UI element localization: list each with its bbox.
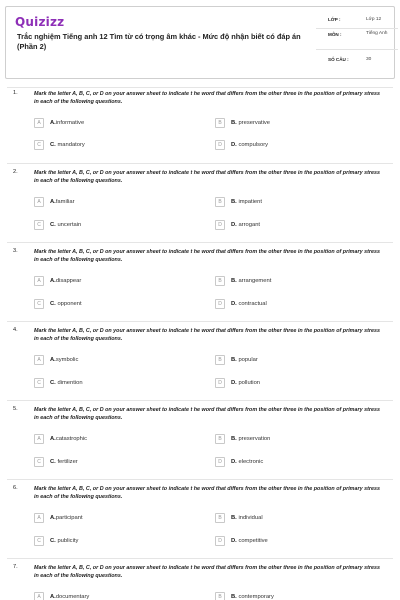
question-number: 6. bbox=[13, 485, 18, 491]
question-number: 2. bbox=[13, 169, 18, 175]
option-letter-box: B bbox=[215, 197, 225, 207]
option-text: mandatory bbox=[57, 141, 85, 148]
option-text: fertilizer bbox=[57, 458, 78, 465]
option-text: documentary bbox=[55, 593, 90, 600]
option-letter-box: D bbox=[215, 220, 225, 230]
option-letter-box: D bbox=[215, 536, 225, 546]
option-letter-box: C bbox=[34, 299, 44, 309]
option-prefix: C. bbox=[50, 300, 56, 307]
quizizz-logo: Quizizz bbox=[15, 15, 65, 29]
option-text: arrangement bbox=[238, 277, 272, 284]
option-prefix: C. bbox=[50, 379, 56, 386]
option-letter-box: A bbox=[34, 197, 44, 207]
question-count-label: SỐ CÂU : bbox=[328, 57, 349, 62]
option-prefix: B. bbox=[231, 514, 237, 521]
option-prefix: D. bbox=[231, 300, 237, 307]
option-prefix: D. bbox=[231, 141, 237, 148]
option-letter-box: A bbox=[34, 434, 44, 444]
option-text: participant bbox=[55, 514, 83, 521]
question-divider bbox=[7, 479, 393, 480]
option-prefix: D. bbox=[231, 379, 237, 386]
option-letter-box: B bbox=[215, 276, 225, 286]
option-letter-box: D bbox=[215, 140, 225, 150]
option-text: compulsory bbox=[238, 141, 269, 148]
question-number: 7. bbox=[13, 564, 18, 570]
option-text: preservative bbox=[238, 119, 271, 126]
option-prefix: B. bbox=[231, 277, 237, 284]
question-number: 1. bbox=[13, 90, 18, 96]
subject-label: MÔN : bbox=[328, 32, 342, 37]
subject-value: Tiếng Anh bbox=[366, 31, 388, 36]
question-divider bbox=[7, 400, 393, 401]
option-text: familiar bbox=[55, 198, 75, 205]
option-prefix: B. bbox=[231, 593, 237, 600]
section-divider bbox=[7, 87, 393, 88]
meta-divider bbox=[316, 49, 398, 50]
option-letter-box: B bbox=[215, 513, 225, 523]
question-text: Mark the letter A, B, C, or D on your answer sheet to indicate t he word that differs from the other three in the position of primary stress in each of the following questions. bbox=[34, 91, 380, 106]
question-text: Mark the letter A, B, C, or D on your answer sheet to indicate t he word that differs from the other three in the position of primary stress in each of the following questions. bbox=[34, 407, 380, 422]
option-letter-box: D bbox=[215, 378, 225, 388]
option-prefix: A. bbox=[50, 593, 56, 600]
option-prefix: D. bbox=[231, 537, 237, 544]
question-count-value: 30 bbox=[366, 57, 372, 62]
option-prefix: A. bbox=[50, 514, 56, 521]
option-text: preservation bbox=[238, 435, 271, 442]
question-divider bbox=[7, 242, 393, 243]
option-letter-box: A bbox=[34, 513, 44, 523]
option-prefix: C. bbox=[50, 537, 56, 544]
option-letter-box: B bbox=[215, 355, 225, 365]
option-prefix: A. bbox=[50, 198, 56, 205]
option-letter-box: A bbox=[34, 592, 44, 600]
option-letter-box: D bbox=[215, 299, 225, 309]
grade-label: LỚP : bbox=[328, 17, 341, 22]
option-prefix: A. bbox=[50, 435, 56, 442]
option-text: disappear bbox=[55, 277, 82, 284]
option-letter-box: C bbox=[34, 140, 44, 150]
question-text: Mark the letter A, B, C, or D on your answer sheet to indicate t he word that differs from the other three in the position of primary stress in each of the following questions. bbox=[34, 565, 380, 580]
option-letter-box: C bbox=[34, 378, 44, 388]
option-prefix: A. bbox=[50, 277, 56, 284]
option-prefix: D. bbox=[231, 458, 237, 465]
option-prefix: C. bbox=[50, 458, 56, 465]
option-prefix: B. bbox=[231, 435, 237, 442]
option-text: individual bbox=[238, 514, 263, 521]
option-letter-box: C bbox=[34, 220, 44, 230]
question-number: 3. bbox=[13, 248, 18, 254]
option-text: symbolic bbox=[55, 356, 79, 363]
option-prefix: D. bbox=[231, 221, 237, 228]
option-text: competitive bbox=[238, 537, 268, 544]
option-text: informative bbox=[55, 119, 85, 126]
option-letter-box: A bbox=[34, 355, 44, 365]
question-divider bbox=[7, 321, 393, 322]
option-letter-box: C bbox=[34, 536, 44, 546]
option-text: pollution bbox=[238, 379, 261, 386]
option-letter-box: A bbox=[34, 118, 44, 128]
question-divider bbox=[7, 558, 393, 559]
worksheet-title: Trắc nghiệm Tiếng anh 12 Tìm từ có trọng âm khác - Mức độ nhận biết có đáp án (Phần 2) bbox=[17, 32, 301, 51]
option-text: opponent bbox=[57, 300, 82, 307]
option-prefix: A. bbox=[50, 356, 56, 363]
question-text: Mark the letter A, B, C, or D on your answer sheet to indicate t he word that differs from the other three in the position of primary stress in each of the following questions. bbox=[34, 486, 380, 501]
option-prefix: C. bbox=[50, 141, 56, 148]
question-divider bbox=[7, 163, 393, 164]
option-text: uncertain bbox=[57, 221, 82, 228]
option-letter-box: D bbox=[215, 457, 225, 467]
option-text: popular bbox=[238, 356, 258, 363]
option-prefix: B. bbox=[231, 119, 237, 126]
option-prefix: B. bbox=[231, 356, 237, 363]
option-text: contemporary bbox=[238, 593, 274, 600]
option-prefix: C. bbox=[50, 221, 56, 228]
option-letter-box: C bbox=[34, 457, 44, 467]
question-number: 4. bbox=[13, 327, 18, 333]
option-text: dimention bbox=[57, 379, 83, 386]
option-text: contractual bbox=[238, 300, 267, 307]
option-text: impatient bbox=[238, 198, 262, 205]
option-text: catastrophic bbox=[55, 435, 88, 442]
question-text: Mark the letter A, B, C, or D on your answer sheet to indicate t he word that differs from the other three in the position of primary stress in each of the following questions. bbox=[34, 249, 380, 264]
option-letter-box: B bbox=[215, 118, 225, 128]
question-text: Mark the letter A, B, C, or D on your answer sheet to indicate t he word that differs from the other three in the position of primary stress in each of the following questions. bbox=[34, 170, 380, 185]
option-text: arrogant bbox=[238, 221, 261, 228]
option-letter-box: B bbox=[215, 592, 225, 600]
option-prefix: A. bbox=[50, 119, 56, 126]
option-letter-box: A bbox=[34, 276, 44, 286]
option-text: publicity bbox=[57, 537, 79, 544]
option-prefix: B. bbox=[231, 198, 237, 205]
meta-divider bbox=[316, 28, 398, 29]
worksheet-header bbox=[5, 6, 395, 79]
option-letter-box: B bbox=[215, 434, 225, 444]
question-number: 5. bbox=[13, 406, 18, 412]
option-text: electronic bbox=[238, 458, 264, 465]
grade-value: Lớp 12 bbox=[366, 17, 382, 22]
question-text: Mark the letter A, B, C, or D on your answer sheet to indicate t he word that differs from the other three in the position of primary stress in each of the following questions. bbox=[34, 328, 380, 343]
